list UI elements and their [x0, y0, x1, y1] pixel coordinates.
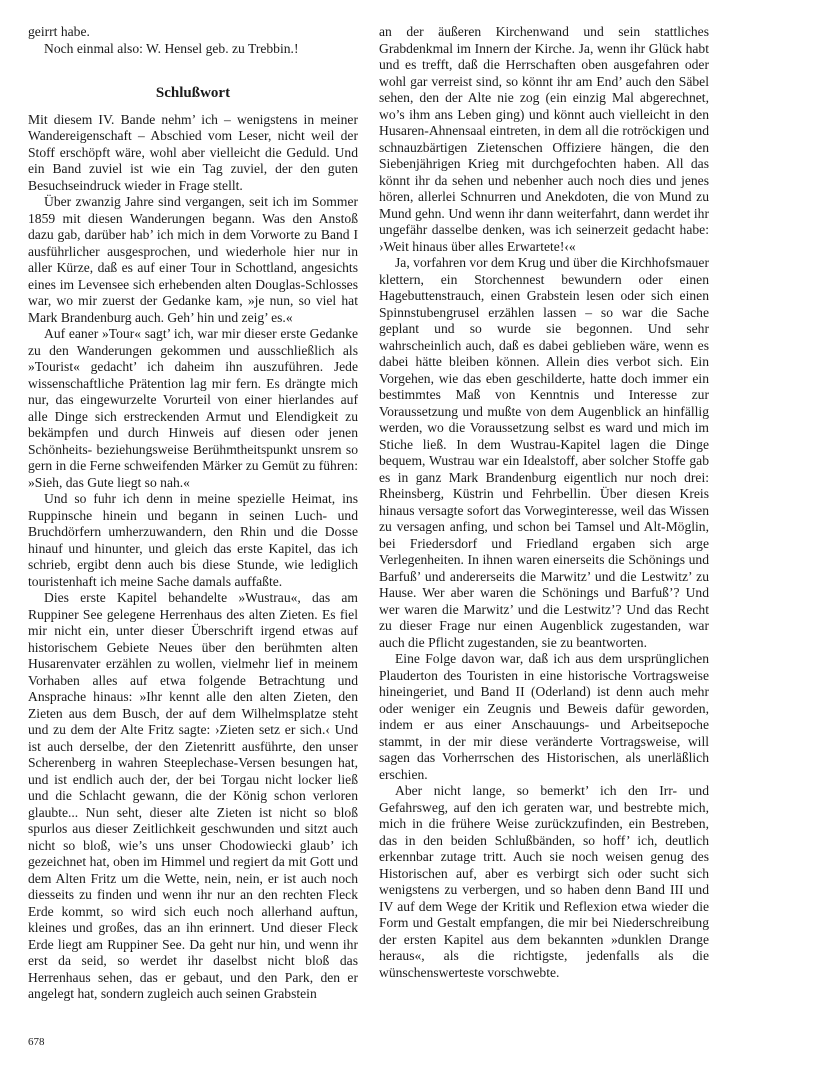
paragraph: Dies erste Kapitel behandelte »Wustrau«, das am Ruppiner See gelegene Herrenhaus des alten Zieten. Es fiel mir nicht ein, unter dieser Überschrift irgend etwas auf historischem Gebiete Neues über den berühmten alten Husarenvater erzählen zu wollen, vielmehr lief in meinem Vorhaben alles auf etwa folgende Betrachtung und Ansprache hinaus: »Ihr kennt alle den alten Zieten, den Zieten aus dem Busch, der auf dem Wilhelmsplatze steht und zu dem der Alte Fritz sagte: ›Zieten setz er sich.‹ Und ist auch derselbe, der den Zietenritt ausführte, den unser Scherenberg in wahren Steeplechase-Versen besungen hat, und ist endlich auch der, der bei Torgau nicht locker ließ und die Schlacht gewann, die der König schon verloren glaubte... Nun seht, dieser alte Zieten ist nicht so bloß spurlos aus dieser Zeitlichkeit geschwunden und sitzt auch nicht so bloß, wie’s uns unser Chodowiecki glaub’ ich gezeichnet hat, oben im Himmel und regiert da mit Gott und dem Alten Fritz um die Wette, nein, nein, er ist auch noch diesseits zu finden und wenn ihr nur an den rechten Fleck Erde kommt, so wird sich euch noch allerhand auftun, kleines und großes, das an ihn erinnert. Und dieser Fleck Erde liegt am Ruppiner See. Da geht nur hin, und wenn ihr erst da seid, so werdet ihr daselbst nicht bloß das Herrenhaus sehen, das er gebaut, und den Park, den er angelegt hat, sondern zugleich auch seinen Grabstein [28, 590, 358, 1001]
right-column [379, 24, 709, 981]
left-column [28, 24, 358, 1003]
paragraph: Und so fuhr ich denn in meine spezielle Heimat, ins Ruppinsche hinein und begann in seinen Luch- und Bruchdörfern umherzuwandern, den Rhin und die Dosse hinauf und hinunter, und gleich das erste Kapitel, das ich schrieb, ergibt denn auch bis diese Stunde, wie lediglich touristenhaft ich meine Sache damals auffaßte. [28, 491, 358, 589]
paragraph: Aber nicht lange, so bemerkt’ ich den Irr- und Gefahrsweg, auf den ich geraten war, und bestrebte mich, mich in die frühere Weise zurückzufinden, ein Bestreben, das in den beiden Schlußbänden, so hoff’ ich, deutlich erkennbar zutage tritt. Auch sie noch weisen genug des Historischen auf, aber es verbirgt sich oder sucht sich wenigstens zu verbergen, und so haben denn Band III und IV auf dem Wege der Kritik und Reflexion etwa wieder die Form und Gestalt empfangen, die mir bei Niederschreibung der ersten Kapitel aus dem bekannten »dunklen Drange heraus«, als die richtigste, jedenfalls als die wünschenswerteste vorschwebte. [379, 783, 709, 980]
paragraph: Auf eaner »Tour« sagt’ ich, war mir dieser erste Gedanke zu den Wanderungen gekommen und ausschließlich als »Tourist« gedacht’ ich daheim ihn auszuführen. Jede wissenschaftliche Prätention lag mir fern. Es drängte mich nur, das eingewurzelte Vorurteil von einer hierlandes auf alle Dinge sich erstreckenden Armut und Elendigkeit zu bekämpfen und durch Hinweis auf diesen oder jenen Schönheits- beziehungsweise Berühmtheitspunkt unsrem so gern in die Ferne schweifenden Märker zu Gemüt zu führen: »Sieh, das Gute liegt so nah.« [28, 326, 358, 490]
paragraph: Noch einmal also: W. Hensel geb. zu Trebbin.! [44, 40, 299, 56]
paragraph: an der äußeren Kirchenwand und sein stattliches Grabdenkmal im Innern der Kirche. Ja, wenn ihr Glück habt und es trefft, daß die Herrschaften oben ausgefahren oder wohl gar verreist sind, so könnt ihr am End’ auch den Säbel sehen, den der Alte nie zog (ein einzig Mal abgerechnet, wo’s ihm ans Leben ging) und könnt auch vielleicht in den Husaren-Ahnensaal eintreten, in dem all die rotröckigen und schnauzbärtigen Zietenschen Offiziere hängen, die den Siebenjährigen Krieg mit durchgefochten haben. All das könnt ihr da sehen und nebenher auch noch dies und jenes hören, allerlei Schnurren und Anekdoten, die von Mund zu Mund gehn. Und wenn ihr dann weiterfahrt, dann werdet ihr ungefähr dasselbe denken, was ich seinerzeit gedacht habe: ›Weit hinaus über alles Erwartete!‹« [379, 24, 709, 254]
paragraph: Mit diesem IV. Bande nehm’ ich – wenigstens in meiner Wandereigenschaft – Abschied vom Leser, nicht weil der Stoff erschöpft wäre, wohl aber vielleicht die Geduld. Und ein Band zuviel ist wie ein Tag zuviel, der den guten Besuchseindruck wieder in Frage stellt. [28, 111, 358, 193]
page-number: 678 [28, 1036, 45, 1048]
paragraph: Eine Folge davon war, daß ich aus dem ursprünglichen Plauderton des Touristen in eine historische Vortragsweise hineingeriet, und Band II (Oderland) ist denn auch mehr oder weniger ein Zeugnis und Beweis dafür geworden, indem er aus einer Anschauungs- und Arbeitsepoche stammt, in der mir diese veränderte Vortragsweise, will sagen das Vorherrschen des Historischen, als unerläßlich erschien. [379, 651, 709, 782]
paragraph: Über zwanzig Jahre sind vergangen, seit ich im Sommer 1859 mit diesen Wanderungen begann. Was den Anstoß dazu gab, darüber hab’ ich mich in dem Vorworte zu Band I ausführlicher ausgesprochen, und wiederhole hier nur in aller Kürze, daß es auf einer Tour in Schottland, angesichts eines im Levensee sich erhebenden alten Douglas-Schlosses war, wo mir zuerst der Gedanke kam, »je nun, so viel hat Mark Brandenburg auch. Geh’ hin und zeig’ es.« [28, 194, 358, 325]
paragraph: geirrt habe. [28, 24, 90, 39]
paragraph: Ja, vorfahren vor dem Krug und über die Kirchhofsmauer klettern, ein Storchennest bewundern oder einen Hagebuttenstrauch, einen Grabstein lesen oder sich einen Spinnstubengrusel erzählen lassen – so war die Sache geplant und so wurde sie begonnen. Und sehr wahrscheinlich auch, daß es dabei geblieben wäre, wenn es dabei hätte bleiben können. Allein dies verbot sich. Ein Vorgehen, wie das eben geschilderte, hatte doch immer ein bestimmtes Maß von Kenntnis und Interesse zur Voraussetzung und mußte von dem Augenblick an hinfällig werden, wo die Voraussetzung selbst es ward und mich im Stiche ließ. In dem Wustrau-Kapitel lagen die Dinge bequem, Wustrau war ein Idealstoff, aber solcher Stoffe gab es in ganz Mark Brandenburg eigentlich nur noch drei: Rheinsberg, Küstrin und Fehrbellin. Über diesen Kreis hinaus versagte sofort das Vorweginteresse, weil das Wissen zu versagen anfing, und schon bei Tamsel und Alt-Möglin, bei Friedersdorf und Friedland ergaben sich arge Verlegenheiten. In ihnen waren einerseits die Schönings und Barfuß’ und andererseits die Marwitz’ und die Lestwitz’ zu Hause. Wer aber waren die Schönings und Barfuß’? Und wer waren die Marwitz’ und die Lestwitz’? Und das Recht zu dieser Frage nur einen Augenblick zugestanden, war auch die Pflicht zugestanden, sie zu beantworten. [379, 255, 709, 650]
section-heading: Schlußwort [155, 85, 231, 101]
